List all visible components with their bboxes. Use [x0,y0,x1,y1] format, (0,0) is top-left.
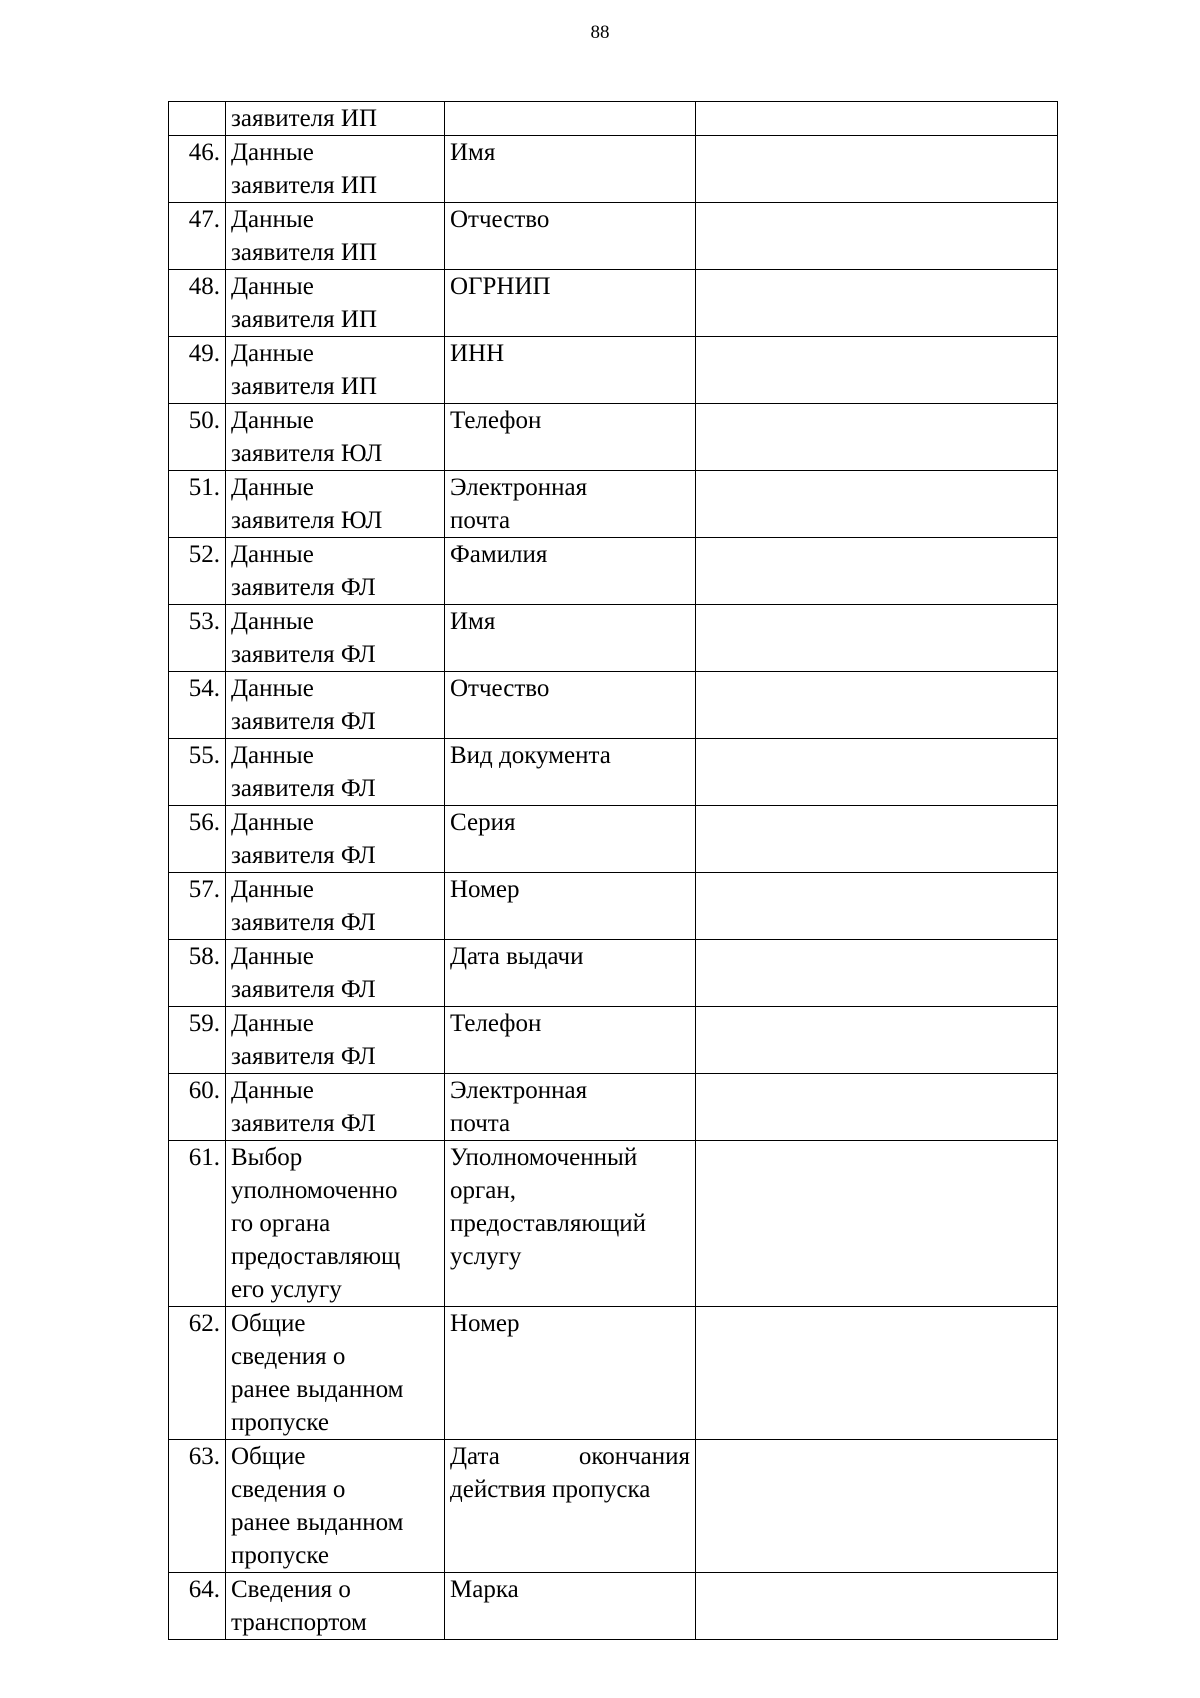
table-row [169,471,1058,538]
table-row [169,1007,1058,1074]
data-group-cell [226,203,445,270]
row-number [169,102,226,136]
data-group-text: Данные [231,608,314,635]
field-name-text: Дата выдачи [450,943,584,970]
data-group-text: Данные [231,206,314,233]
field-name-cell [445,404,696,471]
data-group-cell [226,605,445,672]
field-name-text: Электронная [450,1077,588,1104]
data-group-text: Данные [231,273,314,300]
value-cell [696,136,1058,203]
data-group-text: заявителя ФЛ [231,1043,376,1070]
table-row [169,940,1058,1007]
data-group-cell [226,538,445,605]
row-number: 53. [169,605,226,672]
field-name-cell [445,270,696,337]
data-group-text: го органа [231,1210,331,1237]
field-name-text: Дата окончания [450,1443,690,1470]
field-name-cell [445,739,696,806]
data-group-cell [226,1440,445,1573]
table-row [169,136,1058,203]
data-group-cell [226,940,445,1007]
field-name-text: почта [450,507,511,534]
value-cell [696,337,1058,404]
table-row [169,1307,1058,1440]
data-group-text: Данные [231,809,314,836]
data-group-text: заявителя ЮЛ [231,507,383,534]
data-group-text: Данные [231,742,314,769]
table-row [169,672,1058,739]
field-name-text: Уполномоченный [450,1144,638,1171]
field-name-cell [445,136,696,203]
data-group-text: заявителя ФЛ [231,775,376,802]
field-name-text: Телефон [450,1010,542,1037]
data-group-cell [226,739,445,806]
value-cell [696,1573,1058,1640]
field-name-text: ИНН [450,340,505,367]
value-cell [696,1007,1058,1074]
field-name-cell [445,605,696,672]
data-group-cell [226,873,445,940]
field-name-cell [445,538,696,605]
field-name-cell [445,1074,696,1141]
field-name-text: Марка [450,1576,519,1603]
data-group-text: Данные [231,407,314,434]
field-name-text: Имя [450,608,496,635]
data-group-text: заявителя ФЛ [231,842,376,869]
row-number: 58. [169,940,226,1007]
page-number: 88 [590,22,610,43]
row-number: 57. [169,873,226,940]
data-group-text: заявителя ЮЛ [231,440,383,467]
data-group-text: заявителя ИП [231,105,378,132]
data-group-cell [226,337,445,404]
row-number: 59. [169,1007,226,1074]
table-row [169,806,1058,873]
data-group-text: заявителя ФЛ [231,574,376,601]
row-number: 50. [169,404,226,471]
field-name-text: Отчество [450,206,550,233]
data-group-cell [226,404,445,471]
data-group-text: пропуске [231,1542,329,1569]
table-row [169,1573,1058,1640]
data-group-text: заявителя ФЛ [231,976,376,1003]
field-name-text: Имя [450,139,496,166]
data-group-text: ранее выданном [231,1376,404,1403]
data-group-text: Общие [231,1443,306,1470]
value-cell [696,739,1058,806]
table-row [169,1141,1058,1307]
row-number: 63. [169,1440,226,1573]
field-name-cell [445,1573,696,1640]
value-cell [696,203,1058,270]
field-name-text: предоставляющий [450,1210,647,1237]
value-cell [696,940,1058,1007]
data-group-cell [226,1307,445,1440]
data-group-text: заявителя ИП [231,172,378,199]
field-name-text: Отчество [450,675,550,702]
field-name-cell [445,337,696,404]
field-name-cell [445,471,696,538]
field-name-cell [445,1007,696,1074]
field-name-cell [445,940,696,1007]
field-name-text: Электронная [450,474,588,501]
value-cell [696,102,1058,136]
field-name-text: Фамилия [450,541,548,568]
data-group-text: Данные [231,675,314,702]
table-row [169,404,1058,471]
data-group-text: сведения о [231,1476,346,1503]
field-name-cell [445,102,696,136]
table-row [169,337,1058,404]
data-group-text: заявителя ФЛ [231,641,376,668]
data-group-text: Данные [231,541,314,568]
data-group-cell [226,1007,445,1074]
row-number: 46. [169,136,226,203]
data-group-cell [226,806,445,873]
data-group-text: Данные [231,943,314,970]
field-name-text: Телефон [450,407,542,434]
data-group-text: предоставляющ [231,1243,401,1270]
table-row [169,605,1058,672]
field-name-cell [445,1141,696,1307]
table-row [169,102,1058,136]
row-number: 47. [169,203,226,270]
table-row [169,739,1058,806]
field-name-text: Номер [450,876,520,903]
data-group-text: Данные [231,1010,314,1037]
field-name-text: почта [450,1110,511,1137]
row-number: 49. [169,337,226,404]
data-group-cell [226,1141,445,1307]
row-number: 64. [169,1573,226,1640]
data-group-text: сведения о [231,1343,346,1370]
data-group-cell [226,136,445,203]
value-cell [696,672,1058,739]
field-name-text: Серия [450,809,516,836]
row-number: 60. [169,1074,226,1141]
table-row [169,873,1058,940]
data-group-text: Данные [231,474,314,501]
row-number: 51. [169,471,226,538]
data-group-text: заявителя ИП [231,373,378,400]
value-cell [696,806,1058,873]
data-group-cell [226,1573,445,1640]
value-cell [696,538,1058,605]
data-group-text: заявителя ИП [231,239,378,266]
table-row [169,538,1058,605]
value-cell [696,270,1058,337]
data-group-text: Данные [231,139,314,166]
data-group-cell [226,270,445,337]
table-body [169,102,1058,1640]
data-group-text: Сведения о [231,1576,351,1603]
data-group-cell [226,1074,445,1141]
data-group-text: Данные [231,876,314,903]
row-number: 54. [169,672,226,739]
data-group-text: Данные [231,1077,314,1104]
field-name-text: ОГРНИП [450,273,551,300]
field-name-cell [445,1440,696,1573]
data-group-text: заявителя ФЛ [231,909,376,936]
value-cell [696,471,1058,538]
row-number: 61. [169,1141,226,1307]
value-cell [696,873,1058,940]
table-row [169,203,1058,270]
table-row [169,1440,1058,1573]
data-group-text: заявителя ИП [231,306,378,333]
value-cell [696,404,1058,471]
field-name-text: услугу [450,1243,522,1270]
value-cell [696,1141,1058,1307]
row-number: 55. [169,739,226,806]
field-name-cell [445,1307,696,1440]
row-number: 52. [169,538,226,605]
data-group-cell [226,672,445,739]
table-row [169,1074,1058,1141]
data-group-text: его услугу [231,1276,342,1303]
field-name-cell [445,806,696,873]
table-row [169,270,1058,337]
field-name-text: действия пропуска [450,1476,651,1503]
value-cell [696,605,1058,672]
field-name-cell [445,203,696,270]
row-number: 62. [169,1307,226,1440]
data-group-text: Общие [231,1310,306,1337]
data-group-text: Выбор [231,1144,303,1171]
data-group-cell [226,102,445,136]
data-group-text: заявителя ФЛ [231,1110,376,1137]
field-name-text: орган, [450,1177,516,1204]
value-cell [696,1307,1058,1440]
value-cell [696,1074,1058,1141]
data-group-text: Данные [231,340,314,367]
data-group-text: ранее выданном [231,1509,404,1536]
data-group-text: заявителя ФЛ [231,708,376,735]
data-group-text: пропуске [231,1409,329,1436]
document-table [168,101,1058,1640]
data-group-text: транспортом [231,1609,367,1636]
data-group-text: уполномоченно [231,1177,398,1204]
row-number: 56. [169,806,226,873]
value-cell [696,1440,1058,1573]
field-name-text: Вид документа [450,742,611,769]
field-name-text: Номер [450,1310,520,1337]
field-name-cell [445,672,696,739]
field-name-cell [445,873,696,940]
data-group-cell [226,471,445,538]
row-number: 48. [169,270,226,337]
